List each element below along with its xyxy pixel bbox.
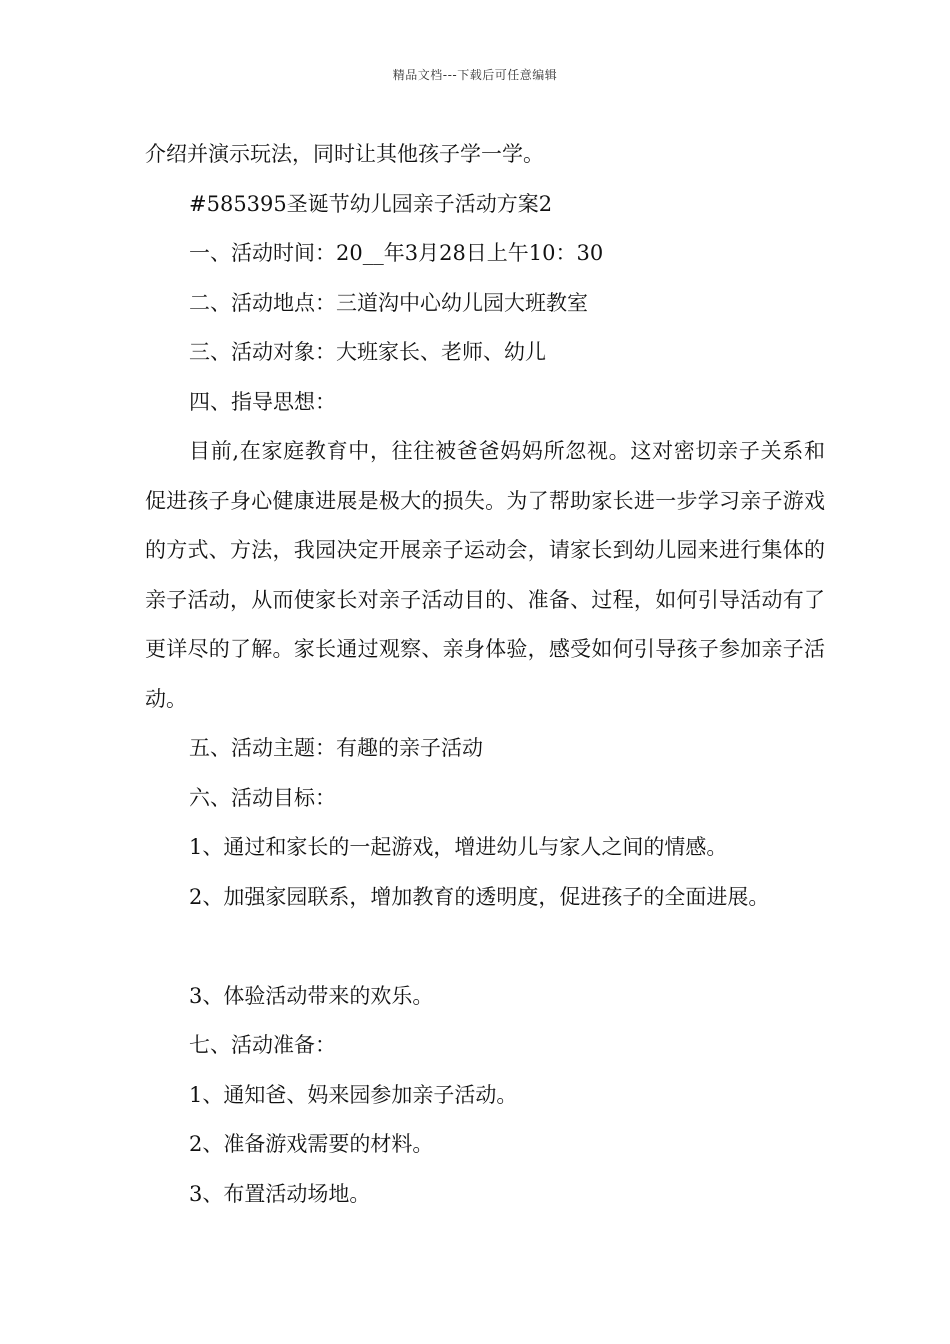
text-line-intro: 介绍并演示玩法，同时让其他孩子学一学。 bbox=[145, 142, 544, 166]
prep-item-2: 2、准备游戏需要的材料。 bbox=[189, 1132, 434, 1156]
activity-theme: 五、活动主题：有趣的亲子活动 bbox=[189, 736, 483, 760]
prep-item-3: 3、布置活动场地。 bbox=[189, 1181, 371, 1206]
activity-time: 一、活动时间：20__年3月28日上午10：30 bbox=[189, 241, 604, 265]
page-header: 精品文档---下载后可任意编辑 bbox=[392, 68, 558, 82]
goals-heading: 六、活动目标： bbox=[189, 785, 336, 810]
prep-heading: 七、活动准备： bbox=[189, 1033, 336, 1057]
document-body bbox=[145, 130, 825, 1219]
prep-item-1: 1、通知爸、妈来园参加亲子活动。 bbox=[189, 1082, 518, 1107]
activity-location: 二、活动地点：三道沟中心幼儿园大班教室 bbox=[189, 290, 588, 315]
goal-item-1: 1、通过和家长的一起游戏，增进幼儿与家人之间的情感。 bbox=[189, 835, 728, 859]
blank-gap bbox=[145, 922, 825, 972]
section-title: #585395圣诞节幼儿园亲子活动方案2 bbox=[189, 191, 553, 216]
guide-paragraph: 目前,在家庭教育中，往往被爸爸妈妈所忽视。这对密切亲子关系和促进孩子身心健康进展是极大的损失。为了帮助家长进一步学习亲子游戏的方式、方法，我园决定开展亲子运动会，请家长到幼儿园来进行集体的亲子活动，从而使家长对亲子活动目的、准备、过程，如何引导活动有了更详尽的了解。家长通过观察、亲身体验，感受如何引导孩子参加亲子活动。 bbox=[145, 439, 825, 711]
goal-item-3: 3、体验活动带来的欢乐。 bbox=[189, 983, 434, 1008]
goal-item-2: 2、加强家园联系，增加教育的透明度，促进孩子的全面进展。 bbox=[189, 884, 770, 909]
guide-heading: 四、指导思想： bbox=[189, 389, 336, 414]
activity-audience: 三、活动对象：大班家长、老师、幼儿 bbox=[189, 340, 546, 364]
